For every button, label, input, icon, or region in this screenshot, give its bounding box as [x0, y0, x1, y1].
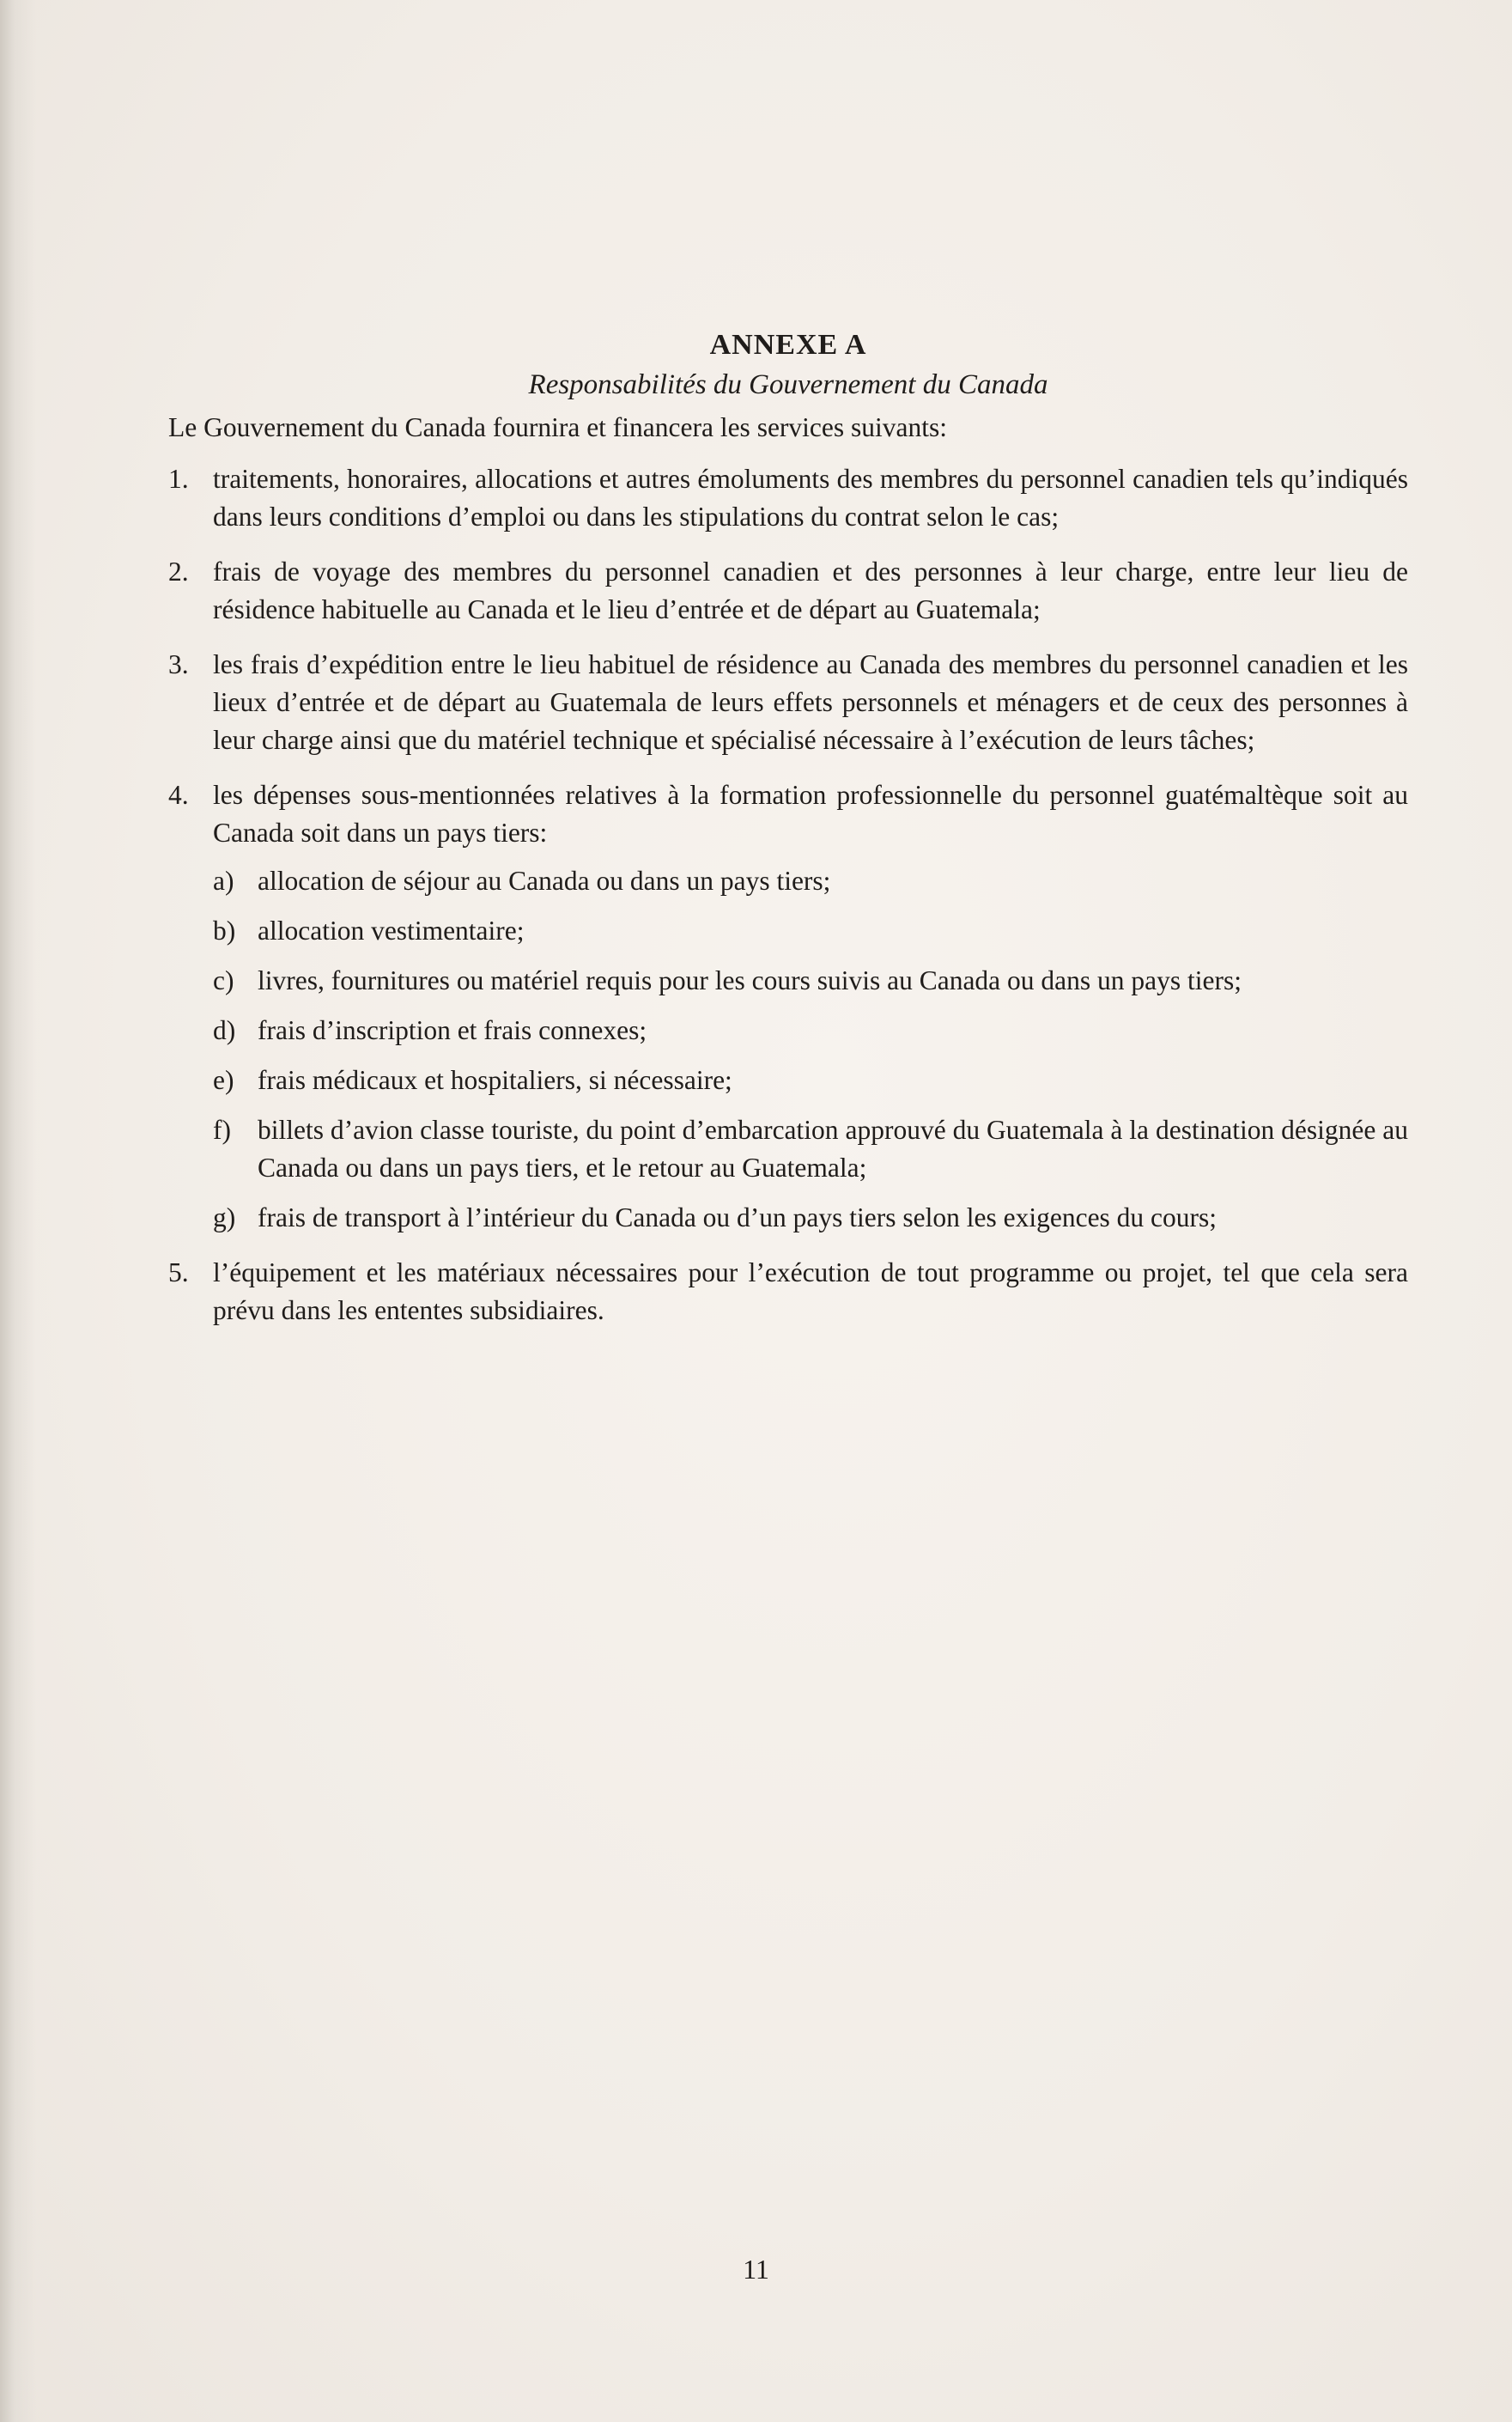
sublist-item: [213, 1012, 1408, 1050]
annex-title: ANNEXE A: [709, 329, 867, 361]
subitem-letter: f): [213, 1115, 231, 1145]
subitem-letter: b): [213, 916, 236, 946]
annex-subtitle: Responsabilités du Gouvernement du Canada: [528, 369, 1048, 400]
subitem-letter: c): [213, 965, 234, 995]
page-content: [168, 326, 1408, 1347]
subitem-letter: e): [213, 1065, 234, 1095]
subitem-letter: g): [213, 1202, 236, 1232]
sublist-item: [213, 1199, 1408, 1237]
subitem-letter: d): [213, 1015, 236, 1045]
sublist-item: [213, 1111, 1408, 1187]
list-item: [168, 646, 1408, 759]
item-number: 2.: [168, 557, 189, 587]
binding-gutter-shadow: [0, 0, 36, 2422]
item-number: 1.: [168, 464, 189, 494]
sublist-item: [213, 1062, 1408, 1099]
item-number: 4.: [168, 780, 189, 810]
sublist-item: [213, 962, 1408, 1000]
subitem-text: livres, fournitures ou matériel requis pour les cours suivis au Canada ou dans un pays tiers;: [258, 965, 1242, 995]
item-text: les frais d’expédition entre le lieu habituel de résidence au Canada des membres du personnel canadien et les lieux d’entrée et de départ au Guatemala de leurs effets personnels et ménagers et de ceux des personnes à leur charge ainsi que du matériel technique et spécialisé nécessaire à l’exécution de leurs tâches;: [213, 649, 1408, 755]
sublist-item: [213, 862, 1408, 900]
services-list: [168, 460, 1408, 1330]
item-number: 5.: [168, 1257, 189, 1287]
list-item: [168, 776, 1408, 1237]
subitem-text: frais de transport à l’intérieur du Canada ou d’un pays tiers selon les exigences du cours;: [258, 1202, 1217, 1232]
item-text: traitements, honoraires, allocations et autres émoluments des membres du personnel canadien tels qu’indiqués dans leurs conditions d’emploi ou dans les stipulations du contrat selon le cas;: [213, 464, 1408, 532]
item-text: frais de voyage des membres du personnel canadien et des personnes à leur charge, entre leur lieu de résidence habituelle au Canada et le lieu d’entrée et de départ au Guatemala;: [213, 557, 1408, 624]
sublist-item: [213, 912, 1408, 950]
subitem-text: allocation de séjour au Canada ou dans un pays tiers;: [258, 866, 831, 896]
subitem-text: billets d’avion classe touriste, du point d’embarcation approuvé du Guatemala à la destination désignée au Canada ou dans un pays tiers, et le retour au Guatemala;: [258, 1115, 1408, 1183]
item-text: l’équipement et les matériaux nécessaires pour l’exécution de tout programme ou projet, tel que cela sera prévu dans les ententes subsidiaires.: [213, 1257, 1408, 1325]
list-item: [168, 460, 1408, 536]
list-item: [168, 553, 1408, 629]
training-expenses-sublist: [213, 862, 1408, 1237]
page-number: 11: [743, 2254, 769, 2285]
intro-paragraph: Le Gouvernement du Canada fournira et financera les services suivants:: [168, 412, 948, 442]
subitem-text: frais d’inscription et frais connexes;: [258, 1015, 647, 1045]
list-item: [168, 1254, 1408, 1330]
subitem-letter: a): [213, 866, 234, 896]
subitem-text: allocation vestimentaire;: [258, 916, 525, 946]
subitem-text: frais médicaux et hospitaliers, si nécessaire;: [258, 1065, 732, 1095]
item-text: les dépenses sous-mentionnées relatives à la formation professionnelle du personnel guatémaltèque soit au Canada soit dans un pays tiers:: [213, 780, 1408, 848]
item-number: 3.: [168, 649, 189, 679]
